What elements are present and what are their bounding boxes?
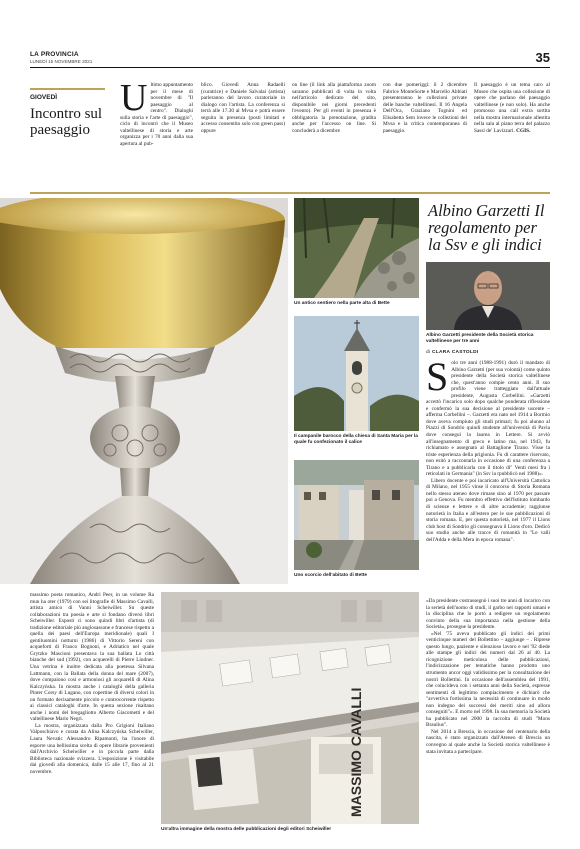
kicker-rule [30, 88, 105, 90]
path-caption: Un antico sentiero nella parte alta di Bette [294, 301, 390, 306]
section-rule [30, 192, 550, 194]
byline [426, 350, 479, 355]
drop-cap: U [120, 82, 148, 119]
portrait-caption: Albino Garzetti presidente della Società storica valtellinese per tre anni [426, 333, 534, 344]
portrait-photo [426, 262, 550, 330]
exhibit-para-1: massimo poeta romanico, Andri Peer, in un volume Ra mun ha oter (1979) con sei litografie di Massimo Cavalli, artista amico di Vanni Scheiwiller. Su queste collaborazioni tra poesia e arte si fondano diversi libri Scheiwiller. Esposti ci sono quindi libri d'artista (di tradizione editoriale più anglosassone e francese rispetto a quella dei paesi dell'Europa meridionale) quali I gentiluomini notturni (1986) di Vittorio Sereni con acqueforti di Franco Bognoni, e Adriatico nel quale Grytzko Mascioni presentava la sua ballata Lo città bianche del sud (1992), con acquerelli di Pierre Lindner. Una vetrina è inoltre dedicata alla poetessa Silvana Lattmann, con la Ballata della donna del mare (2007), dove compaiono cosi e armoniosi gli acquarelli di Alina Kalczyńska. In mostra anche i cataloghi della galleria Pinter Corsy di Lugano, con copertine di diversi colori in un formato decisamente piccolo e controcorrente rispetto ai classici cataloghi d'arte. In questa sezione risaltano anche i nomi del bregagliotto Alberto Giacometti e del valtellinese Mario Negri. [30, 592, 154, 723]
top-story-col-2 [201, 82, 285, 182]
bell-tower-caption: Il campanile barocco della chiesa di Santa Maria per la quale fu confezionato il calice [294, 434, 418, 445]
chalice-icon [0, 198, 288, 584]
page-number: 35 [535, 50, 550, 65]
top-story-col-3 [292, 82, 376, 182]
top-story-text-2: blico. Giovedì Anna Radaelli (curatrice) e Daniele Salvalai (artista) parleranno del lavoro curatoriale in dialogo con l'artista. La conferenza si terrà alle 17.30 al Mvsa e potrà essere seguita in presenza (posti limitati e accesso consentito solo con green pass) oppure [201, 82, 285, 134]
top-story-text-4: con due pomeriggi: il 2 dicembre Fabrice MonteSorte e Marcello Abbiati presenteranno le collezioni private delle banche valtellinesi. Il 16 Angela Dell'Oca, Graziano Tognini ed Elisabetta Sem invece le collezioni del Mvsa e la critica contemporanea di paesaggio. [383, 82, 467, 134]
exhibit-photo [161, 592, 419, 824]
main-story-para-3: «Da presidente costrassegnò i suoi tre anni di incarico con la serietà dell'uomo di studi, il garbo nei rapporti umani e la disciplina che lo portò a redigere un regolamento convinto della sua importanza nella gestione della Società», prosegue la presidente. [426, 598, 550, 631]
main-story-para-1: olo tre anni (1988-1991) durò il mandato di Albino Garzetti (per sua volontà) come quinto presidente della Società storica valtellinese che, quest'anno compie cento anni. Il suo profilo viene tratteggiato dall'attuale presidente, Augusta Corbellini. «Garzetti accettò l'incarico solo dopo qualche ponderata riflessione e confermò la sua decisione al presidente uscente – afferma Corbellini –. Garzetti era nato nel 1914 a Bormio dove aveva compiuto gli studi primari; fu poi alunno al Piazzi di Sondrio quindi studente all'università di Pavia dove conseguì la laurea in Lettere. Si avviò all'insegnamento di greco e latino ma, nel 1943, fu richiamato e assegnato al Battaglione Tirano. Visse la triste esperienza della prigionia. Fu di carattere riservato, non esitò a raccontarla in occasione di una conferenza a Tirano e a pubblicarla con il titolo di" Venti mesi fra i reticolati in Germania" (in Ssv la rpubblicò nel 1988)». [426, 360, 550, 478]
chalice-photo [0, 198, 288, 584]
main-story-para-5: Nel 2014 a Brescia, in occasione del centenario della nascita, è stato organizzato dall'Ateneo di Brescia un convegno al quale anche la Società storica valtellinese è stata invitata a partecipare. [426, 728, 550, 755]
issue-date: LUNEDÌ 15 NOVEMBRE 2021 [30, 59, 93, 64]
top-story-col-1 [120, 82, 193, 182]
exhibit-para-2: La mostra, organizzata dalla Pro Grigioni Italiano Valposchiavo e curata da Alina Kalczyńska Scheiwiller, Laura Nevatic Alessandro Ripamonti, ha l'onore di esporre una bellissima scelta di opere librarie provenienti dall'Archivio Scheiwiller e in piccola parte dalla Biblioteca nazionale svizzera. L'esposizione è visitabile dai giovedì alla domenica, dalle 15 alle 17, fino al 21 novembre. [30, 722, 154, 775]
exhibit-caption: Un'altra immagine della mostra delle pubblicazioni degli editori Scheiwiller [161, 827, 332, 832]
main-story-col-b [426, 598, 550, 835]
main-story-para-4: «Nel '75 aveva pubblicato gli indici dei primi venticinque numeri del Bollettino – aggiunge – . Riprese questo lungo, paziente e silenzioso lavoro e nel '92 diede alle stampe gli indici dei numeri dal 26 al 40. La ricognizione meticolosa delle pubblicazioni, l'indicizzazione per tematiche hanno prodotto uno strumento ancor oggi validissimo per la consultazione dei nostri Bollettini. In occasione dell'assemblea del 1991, che coincideva con i settanta anni della Società, espresse sentimenti di legittimo compiacimento e dichiarò che "avvertiva fortissima la necessità di continuare in modo non indegno dei successi dei meriti sino ad allora conseguiti"». E morto nel 1998. In sua memoria la Società ha pubblicato nel 2000 la raccolta di studi "Mons Braulius". [426, 630, 550, 729]
village-photo [294, 460, 419, 570]
exhibit-story-col [30, 592, 154, 836]
main-drop-cap: S [426, 360, 449, 399]
book-cover-text: MASSIMO CAVALLI [348, 687, 364, 817]
byline-name: CLARA CASTOLDI [431, 350, 479, 355]
top-story-text-3: on line (il link alla piattaforma zoom saranno pubblicati di volta in volta nell'articolo dedicato del sito, disponibile nei giorni precedenti l'evento). Per gli eventi in presenza è obbligatoria la prenotazione, gradita anche per l'accesso on line. Si concluderà a dicembre [292, 82, 376, 134]
top-story-text-1: ltimo appuntamento per il mese di novembre di "Il paesaggio al centro". Dialoghi sulla storia e l'arte di paesaggio", ciclo di incontri che il Museo valtellinese di storia e arte organizza per i 70 anni dalla sua apertura al pub- [120, 82, 193, 147]
main-story-para-2: Libero docente e poi incaricato all'Università Cattolica di Milano, nel 1955 vinse il concorso di Storia Romana nello stesso ateneo dove rimase sino al 1970 per passare poi a Genova. Fu membro effettivo dell'Istituto lombardo di scienze e lettere e di altre accademie; raggiunse notorietà in Italia e all'estero per le sue pubblicazioni di storia romana. E, per questa notorietà, nel 1977 il Lions club host di Sondrio gli consegnava il Lions d'oro. Dedicò suo studio anche alle tracce di romanità in "Le valli dell'Adda e della Mera in epoca romana". [426, 477, 550, 543]
main-headline: Albino Garzetti Il regolamento per la Ssv e gli indici [428, 201, 545, 254]
paper-name: LA PROVINCIA [30, 51, 79, 58]
main-story-col-a [426, 360, 550, 596]
story-kicker: GIOVEDÌ [30, 94, 58, 101]
top-story-col-4 [383, 82, 467, 182]
top-story-col-5 [474, 82, 550, 182]
header-rule [30, 67, 550, 68]
byline-prefix: di [426, 350, 431, 355]
village-caption: Uno scorcio dell'abitato di Bette [294, 573, 368, 578]
bell-tower-photo [294, 316, 419, 431]
story-title: Incontro sul paesaggio [30, 106, 103, 138]
top-story-signature: CGIS. [516, 127, 531, 134]
path-photo [294, 198, 419, 298]
top-story-text-5: Il paesaggio è un tema caro al Museo che ospita una collezione di opere che parlano del paesaggio valtellinese (e non solo). Ha anche promosso una call extra sortita nella mostra internazionale allestita nella sala al piano terra del palazzo Sassi de' Lavizzari. [474, 82, 550, 134]
